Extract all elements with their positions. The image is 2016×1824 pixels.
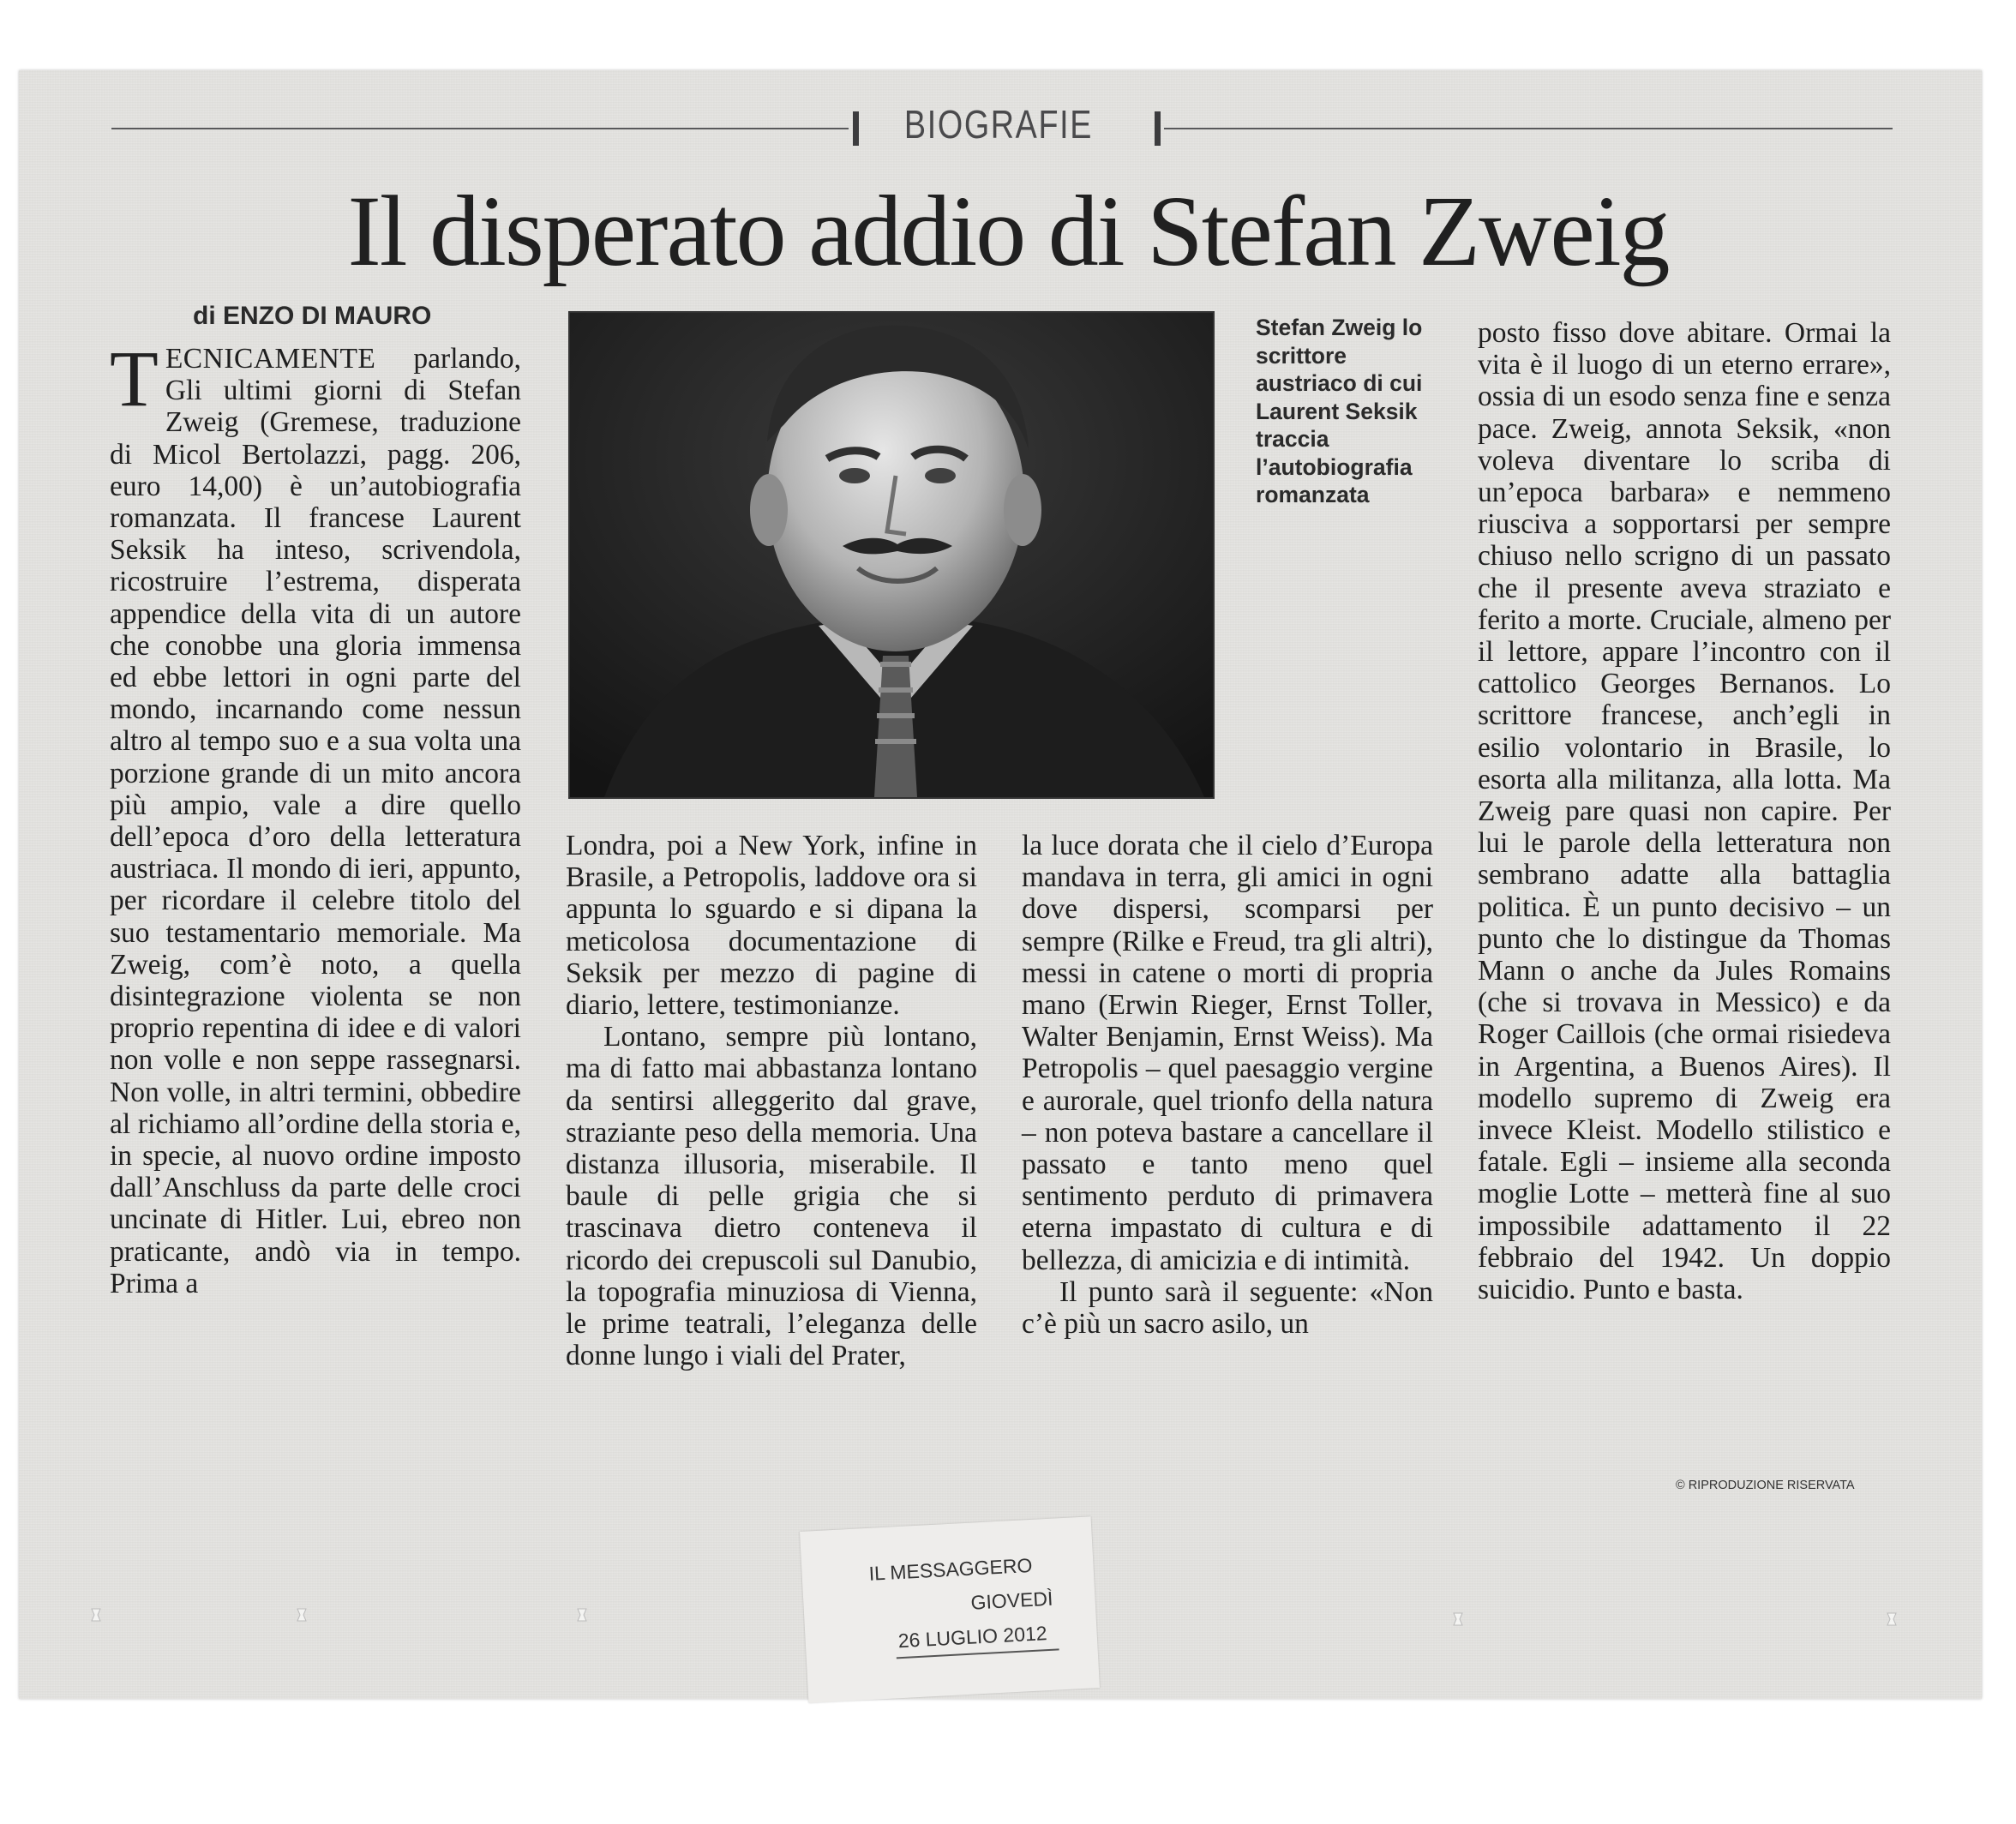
article-text: parlando, Gli ultimi giorni di Stefan Zweig (Gremese, traduzione di Micol Bertolazzi, pagg. 206, euro 14,00) è un’autobiografia romanzata. Il francese Laurent Seksik ha inteso, scrivendola, ricostruire l’estrema, disperata appendice della vita di un autore che conobbe una gloria immensa ed ebbe lettori in ogni parte del mondo, incarnando come nessun altro al tempo suo e a sua volta una porzione grande di un mito ancora più ampio, vale a dire quello dell’epoca d’oro della letteratura austriaca. Il mondo di ieri, appunto, per ricordare il celebre titolo del suo testamentario memoriale. Ma Zweig, com’è noto, a quella disintegrazione violenta se non proprio repentina di idee e di valori non volle e non seppe rassegnarsi. Non volle, in altri termini, obbedire al richiamo all’ordine della storia e, in specie, al nuovo ordine imposto dall’Anschluss da parte delle croci uncinate di Hitler. Lui, ebreo non praticante, andò via in tempo. Prima a bbox=[110, 343, 521, 1299]
date-stamp-label bbox=[800, 1516, 1100, 1703]
section-kicker: BIOGRAFIE bbox=[903, 102, 1094, 147]
lead-in: ECNICAMENTE bbox=[165, 343, 376, 375]
stamp-weekday: GIOVEDÌ bbox=[969, 1587, 1054, 1614]
drop-cap: T bbox=[110, 335, 159, 423]
article-paragraph: Lontano, sempre più lontano, ma di fatto mai abbastanza lontano da sentirsi alleggerito dal grave, straziante peso della memoria. Una distanza illusoria, miserabile. Il baule di pelle grigia che si trascinava dietro conteneva il ricordo dei crepuscoli sul Danubio, la topografia minuziosa di Vienna, le prime teatrali, l’eleganza delle donne lungo i viali del Prater, bbox=[566, 1021, 977, 1372]
article-paragraph bbox=[110, 335, 521, 1299]
staple-mark-icon bbox=[90, 1607, 102, 1623]
stamp-newspaper: IL MESSAGGERO bbox=[867, 1553, 1033, 1585]
article-paragraph: la luce dorata che il cielo d’Europa mandava in terra, gli amici in ogni dove dispersi, scomparsi per sempre (Rilke e Freud, tra gli altri), messi in catene o morti di propria mano (Erwin Rieger, Ernst Toller, Walter Benjamin, Ernst Weiss). Ma Petropolis – quel paesaggio vergine e aurorale, quel trionfo della natura – non poteva bastare a cancellare il passato e tanto meno quel sentimento perduto di primavera eterna impastato di cultura e di bellezza, di amicizia e di intimità. bbox=[1022, 830, 1433, 1276]
kicker-rule-right bbox=[1164, 128, 1893, 129]
article-column-1 bbox=[110, 335, 521, 1299]
photo-caption: Stefan Zweig lo scrittore austriaco di cui Laurent Seksik traccia l’autobiografia romanzata bbox=[1256, 315, 1423, 507]
article-column-3 bbox=[1022, 830, 1433, 1340]
kicker-bar-right bbox=[1155, 111, 1161, 146]
article-paragraph: posto fisso dove abitare. Ormai la vita è il luogo di un eterno errare», ossia di un esodo senza fine e senza pace. Zweig, annota Seksik, «non voleva diventare lo scriba di un’epoca barbara» e nemmeno riusciva a sopportarsi per sempre chiuso nello scrigno di un passato che il presente aveva straziato e ferito a morte. Cruciale, almeno per il lettore, appare l’incontro con il cattolico Georges Bernanos. Lo scrittore francese, anch’egli in esilio volontario in Brasile, lo esorta alla militanza, alla lotta. Ma Zweig pare quasi non capire. Per lui le parole della letteratura non sembrano adatte alla battaglia politica. È un punto decisivo – un punto che lo distingue da Thomas Mann o anche da Jules Romains (che si trovava in Messico) e da Roger Caillois (che ormai risiedeva in Argentina, a Buenos Aires). Il modello supremo di Zweig era invece Kleist. Modello stilistico e fatale. Egli – insieme alla seconda moglie Lotte – metterà fine al suo impossibile adattamento il 22 febbraio del 1942. Un doppio suicidio. Punto e basta. bbox=[1478, 317, 1891, 1306]
portrait-photo bbox=[568, 311, 1215, 799]
kicker-rule-left bbox=[111, 128, 849, 129]
article-paragraph: Il punto sarà il seguente: «Non c’è più un sacro asilo, un bbox=[1022, 1275, 1433, 1341]
article-column-2 bbox=[566, 830, 977, 1371]
staple-mark-icon bbox=[1886, 1611, 1898, 1627]
portrait-image bbox=[570, 313, 1213, 797]
article-column-4 bbox=[1478, 317, 1891, 1305]
article-paragraph: Londra, poi a New York, infine in Brasile, a Petropolis, laddove ora si appunta lo sguardo e si dipana la meticolosa documentazione di Seksik per mezzo di pagine di diario, lettere, testimonianze. bbox=[566, 830, 977, 1022]
staple-mark-icon bbox=[296, 1607, 308, 1623]
stamp-date: 26 LUGLIO 2012 bbox=[897, 1622, 1048, 1653]
kicker-bar-left bbox=[853, 111, 859, 146]
staple-mark-icon bbox=[1452, 1611, 1464, 1627]
copyright-notice: © RIPRODUZIONE RISERVATA bbox=[1676, 1479, 1855, 1492]
article-headline: Il disperato addio di Stefan Zweig bbox=[347, 175, 1669, 287]
article-byline: di ENZO DI MAURO bbox=[193, 302, 432, 330]
staple-mark-icon bbox=[576, 1607, 588, 1623]
